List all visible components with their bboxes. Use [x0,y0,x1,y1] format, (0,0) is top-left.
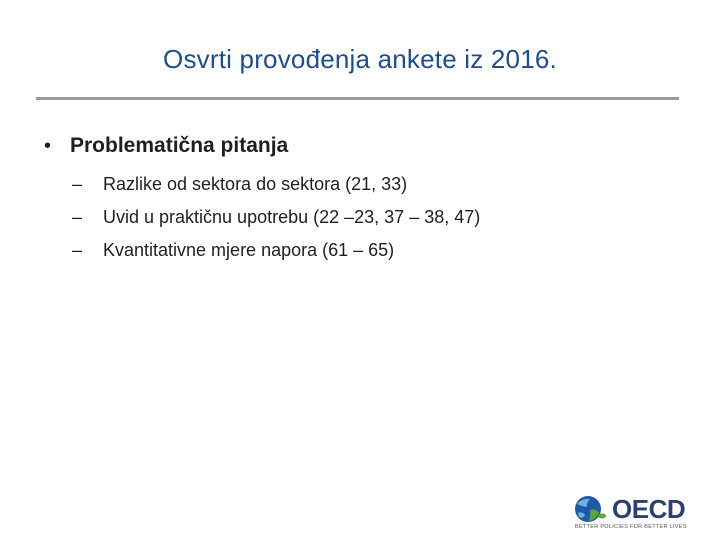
sub-bullet-text: Razlike od sektora do sektora (21, 33) [103,174,408,194]
bullet-text: Problematična pitanja [70,134,289,157]
dash-symbol: – [72,207,83,227]
dash-symbol: – [72,174,83,194]
dash-symbol: – [72,240,83,260]
logo-tagline: BETTER POLICIES FOR BETTER LIVES [575,524,687,530]
oecd-logo [572,494,690,534]
title-divider [36,97,679,100]
sub-bullet-item [72,240,480,273]
sub-bullet-list [72,174,480,273]
slide-title: Osvrti provođenja ankete iz 2016. [163,44,557,74]
sub-bullet-item [72,174,480,207]
logo-wordmark: OECD [612,494,686,524]
sub-bullet-text: Kvantitativne mjere napora (61 – 65) [103,240,395,260]
sub-bullet-text: Uvid u praktičnu upotrebu (22 –23, 37 – 38, 47) [103,207,481,227]
bullet-item [44,134,288,158]
bullet-symbol: • [44,135,52,157]
oecd-globe-icon [572,494,608,524]
sub-bullet-item [72,207,480,240]
